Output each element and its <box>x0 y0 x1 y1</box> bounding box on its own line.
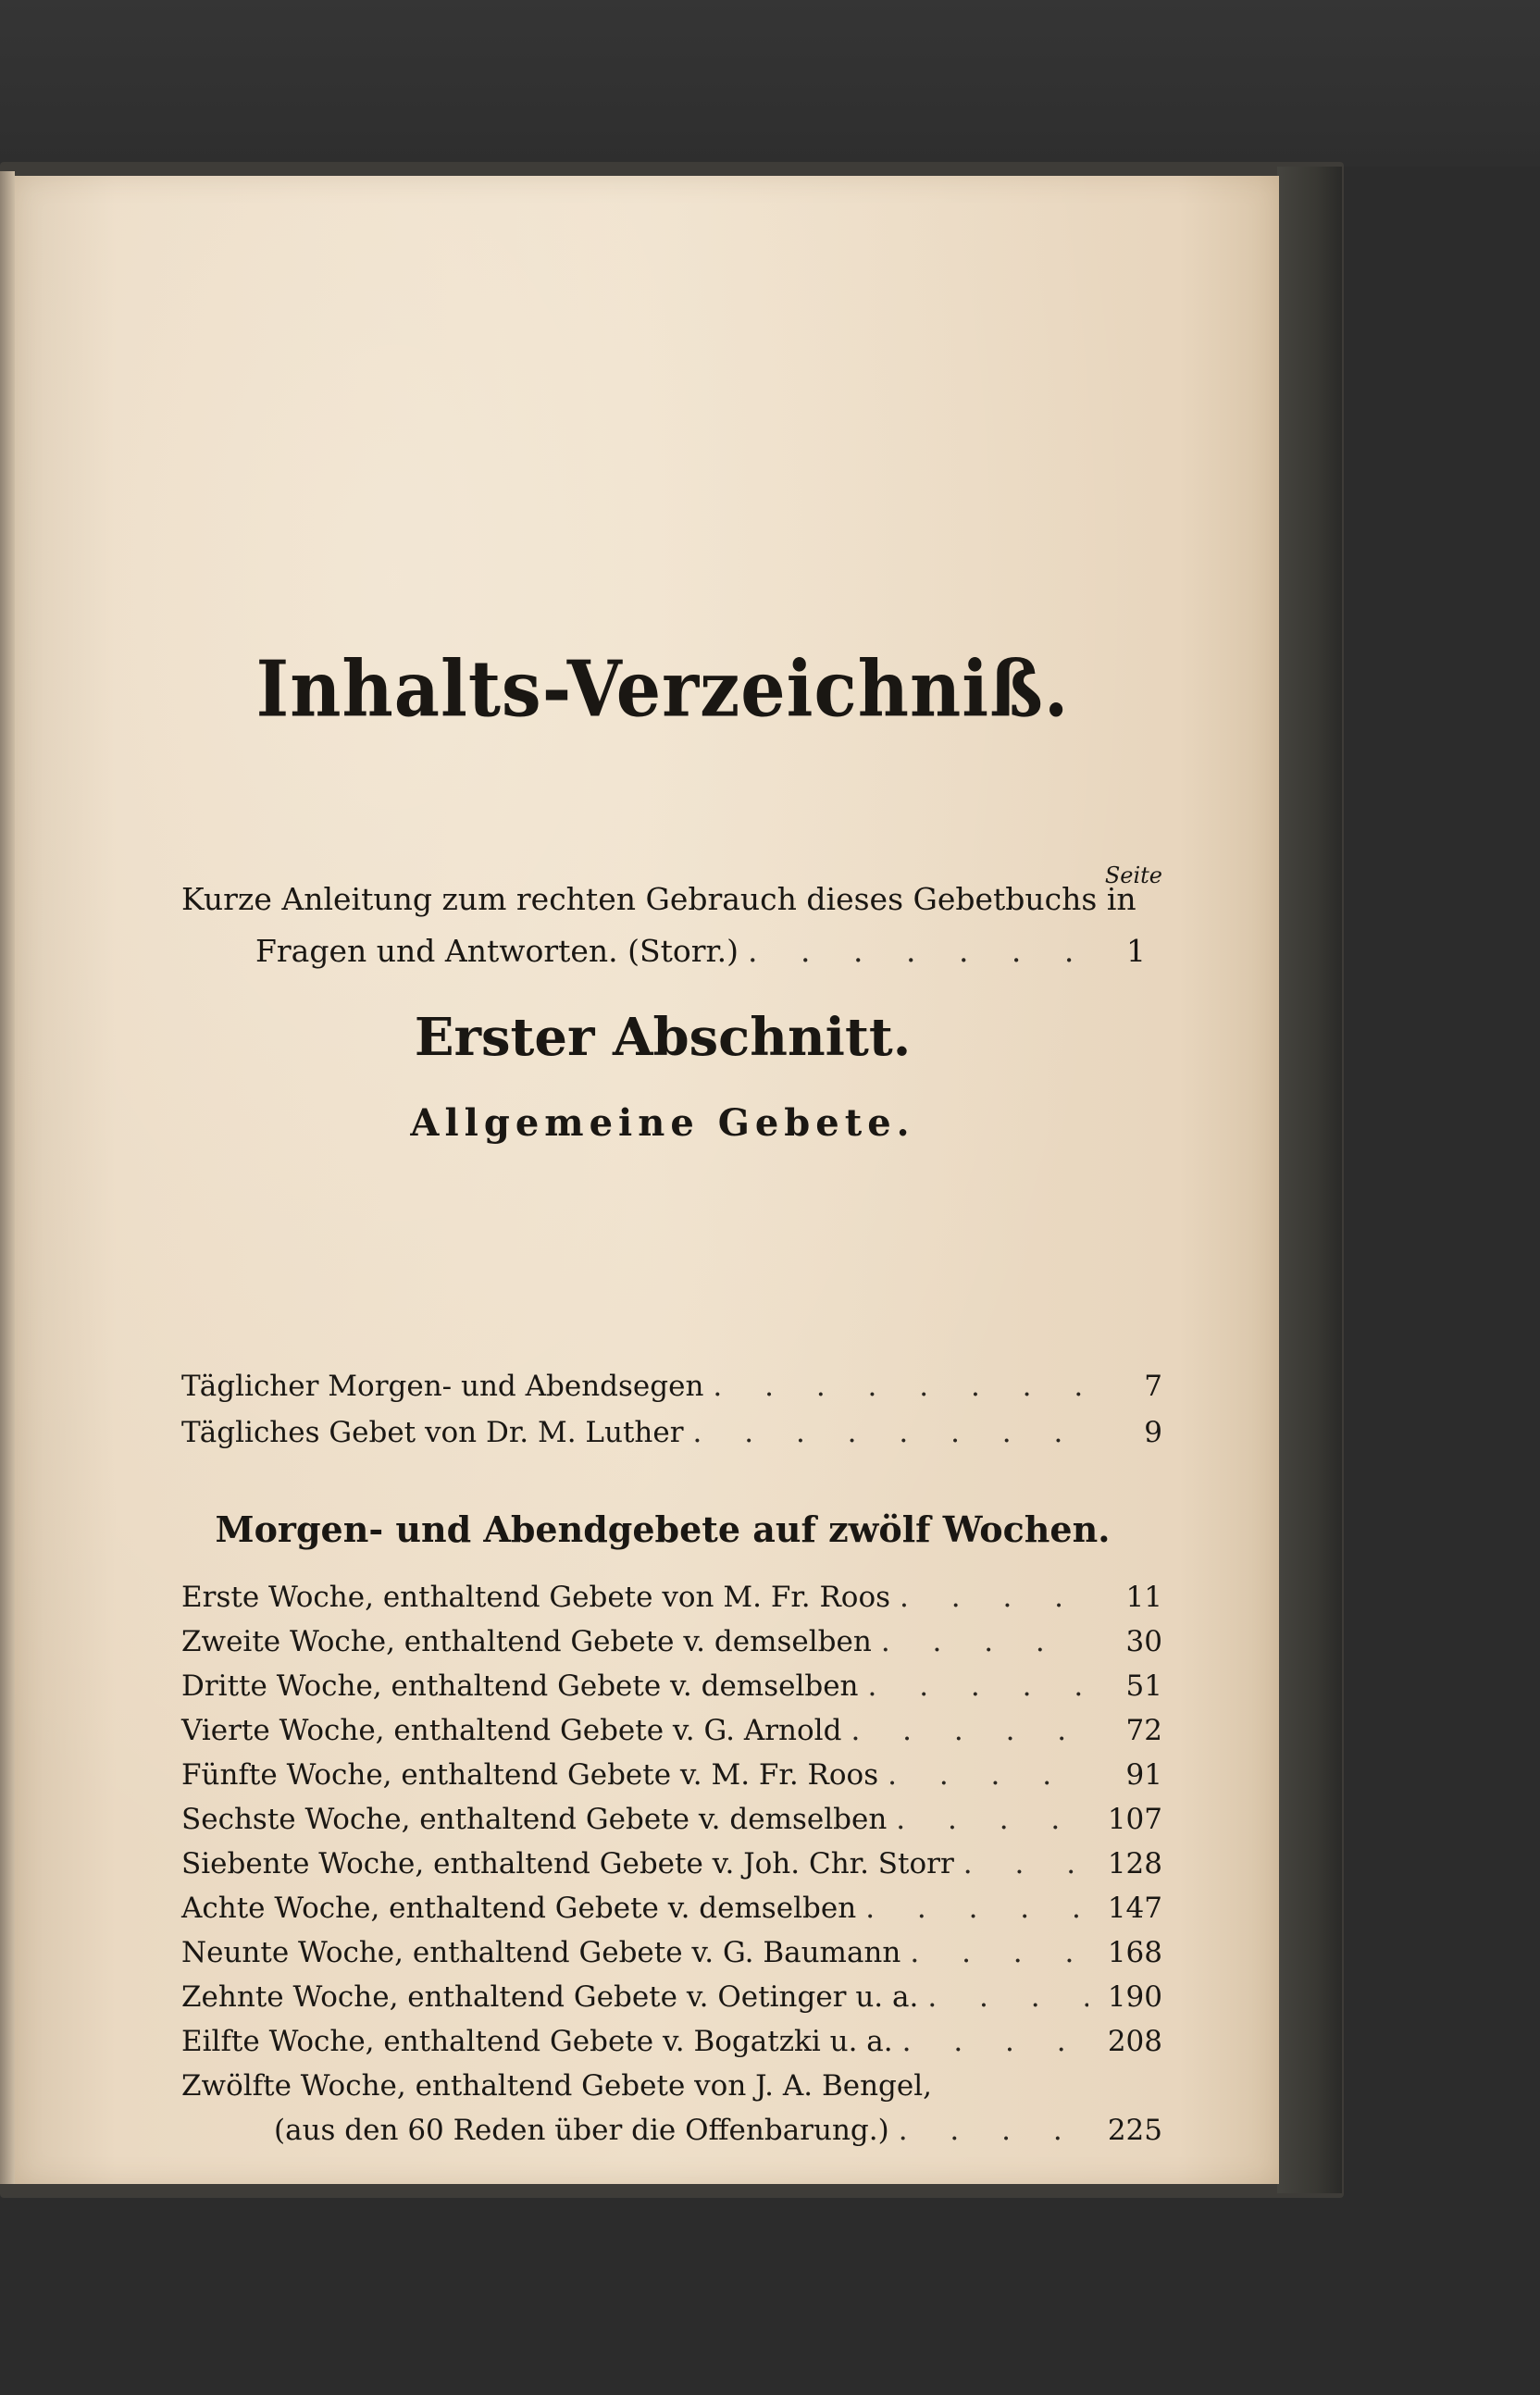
toc-page-number: 30 <box>1125 1625 1162 1658</box>
toc-row-week-last-line2 <box>274 2114 1162 2147</box>
leader-dots <box>868 1669 1088 1703</box>
intro-entry-text-cont: Fragen und Antworten. (Storr.) <box>255 933 739 969</box>
section-subtitle-weekly: Morgen- und Abendgebete auf zwölf Wochen. <box>215 1508 1111 1550</box>
page-edge-strip <box>0 171 15 2184</box>
toc-row-week-last-line1 <box>181 2069 1162 2103</box>
toc-row-week <box>181 1581 1162 1614</box>
toc-page-number: 107 <box>1107 1803 1162 1836</box>
toc-entry-text: Siebente Woche, enthaltend Gebete v. Joh. Chr. Storr <box>181 1847 954 1880</box>
toc-row-week <box>181 2025 1162 2058</box>
leader-dots <box>910 1936 1088 1969</box>
toc-entry-text: Erste Woche, enthaltend Gebete von M. Fr. Roos <box>181 1581 891 1614</box>
toc-row-week <box>181 1892 1162 1925</box>
book-cover-edge <box>1277 167 1342 2193</box>
leader-dots <box>881 1625 1088 1658</box>
leader-dots <box>896 1803 1088 1836</box>
toc-entry-text: Fünfte Woche, enthaltend Gebete v. M. Fr. Roos <box>181 1758 879 1792</box>
toc-row-week <box>181 1758 1162 1792</box>
toc-page-number: 9 <box>1144 1416 1162 1449</box>
toc-page-number: 72 <box>1125 1714 1162 1747</box>
toc-entry-text: Sechste Woche, enthaltend Gebete v. demselben <box>181 1803 888 1836</box>
toc-page-number: 128 <box>1107 1847 1162 1880</box>
toc-row-general <box>181 1416 1162 1449</box>
toc-row-week <box>181 1980 1162 2014</box>
toc-page-number: 225 <box>1107 2114 1162 2147</box>
toc-entry-text: Zehnte Woche, enthaltend Gebete v. Oetinger u. a. <box>181 1980 919 2014</box>
toc-page-number: 168 <box>1107 1936 1162 1969</box>
toc-content <box>163 176 1162 2184</box>
page-title: Inhalts-Verzeichniß. <box>255 643 1070 735</box>
leader-dots <box>963 1847 1088 1880</box>
book-page <box>15 176 1279 2184</box>
toc-row-general <box>181 1370 1162 1403</box>
toc-entry-text: Dritte Woche, enthaltend Gebete v. demselben <box>181 1669 859 1703</box>
toc-row-week <box>181 1847 1162 1880</box>
section-title: Erster Abschnitt. <box>414 1007 912 1068</box>
leader-dots <box>693 1416 1088 1449</box>
leader-dots <box>900 1581 1088 1614</box>
intro-entry-line2 <box>255 933 1146 969</box>
leader-dots <box>902 2025 1088 2058</box>
toc-entry-text: Zweite Woche, enthaltend Gebete v. demselben <box>181 1625 872 1658</box>
toc-page-number: 91 <box>1125 1758 1162 1792</box>
toc-page-number: 208 <box>1107 2025 1162 2058</box>
leader-dots <box>748 933 1072 969</box>
background-top <box>0 0 1540 167</box>
leader-dots <box>851 1714 1088 1747</box>
toc-entry-text: Eilfte Woche, enthaltend Gebete v. Bogatzki u. a. <box>181 2025 893 2058</box>
toc-page-number: 147 <box>1107 1892 1162 1925</box>
toc-entry-text: Täglicher Morgen- und Abendsegen <box>181 1370 704 1403</box>
toc-row-week <box>181 1714 1162 1747</box>
toc-entry-text: Tägliches Gebet von Dr. M. Luther <box>181 1416 684 1449</box>
toc-page-number: 11 <box>1125 1581 1162 1614</box>
leader-dots <box>865 1892 1088 1925</box>
page-column-label: Seite <box>1104 862 1162 888</box>
toc-page-number: 51 <box>1125 1669 1162 1703</box>
toc-entry-text-cont: (aus den 60 Reden über die Offenbarung.) <box>274 2114 889 2147</box>
toc-row-week <box>181 1669 1162 1703</box>
leader-dots <box>927 1980 1088 2014</box>
intro-entry-text: Kurze Anleitung zum rechten Gebrauch dieses Gebetbuchs in <box>181 881 1136 917</box>
intro-page-number: 1 <box>1126 933 1146 969</box>
toc-row-week <box>181 1625 1162 1658</box>
toc-entry-text: Achte Woche, enthaltend Gebete v. demselben <box>181 1892 857 1925</box>
section-subtitle: Allgemeine Gebete. <box>410 1101 915 1145</box>
intro-entry-line1 <box>181 881 1162 917</box>
toc-page-number: 190 <box>1107 1980 1162 2014</box>
toc-entry-text: Neunte Woche, enthaltend Gebete v. G. Baumann <box>181 1936 901 1969</box>
leader-dots <box>713 1370 1088 1403</box>
leader-dots <box>888 1758 1088 1792</box>
toc-entry-text: Zwölfte Woche, enthaltend Gebete von J. A. Bengel, <box>181 2069 933 2103</box>
toc-page-number: 7 <box>1144 1370 1162 1403</box>
toc-row-week <box>181 1803 1162 1836</box>
toc-entry-text: Vierte Woche, enthaltend Gebete v. G. Arnold <box>181 1714 842 1747</box>
toc-row-week <box>181 1936 1162 1969</box>
leader-dots <box>899 2114 1088 2147</box>
